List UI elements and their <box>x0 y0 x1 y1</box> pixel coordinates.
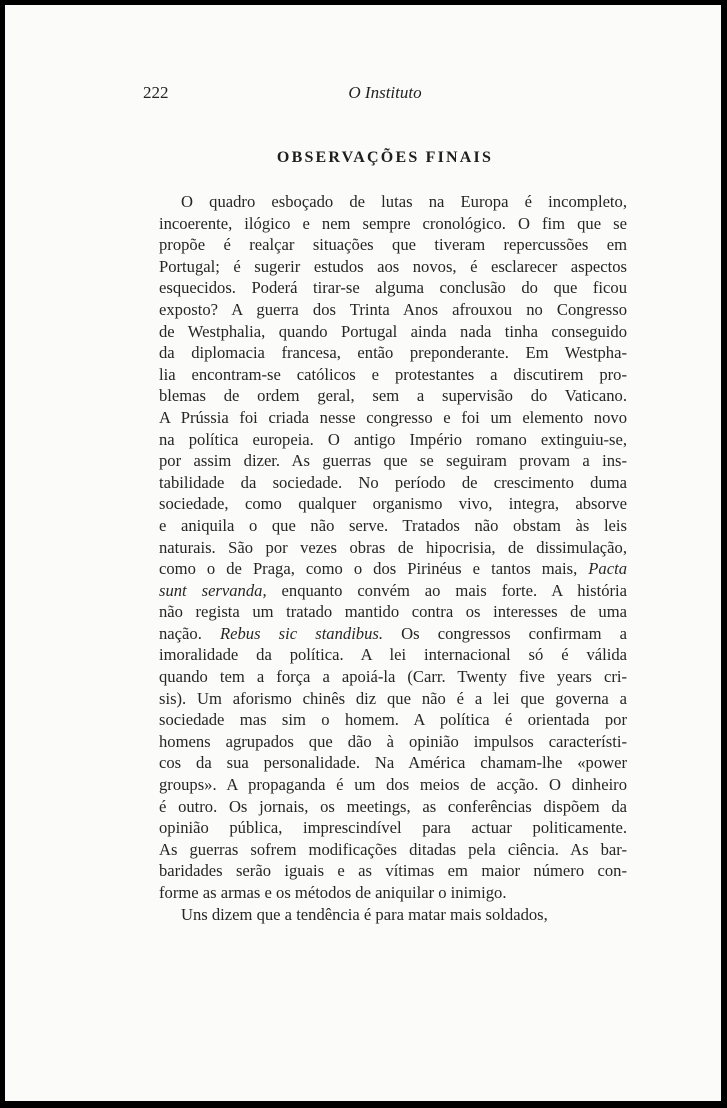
text-line <box>159 321 627 343</box>
text-line <box>159 623 627 645</box>
text-segment: Uns dizem que a tendência é para matar mais soldados, <box>181 904 548 924</box>
text-segment: exposto? A guerra dos Trinta Anos afrouxou no Congresso <box>159 299 627 319</box>
text-line <box>159 860 627 882</box>
text-segment: de Westphalia, quando Portugal ainda nada tinha conseguido <box>159 321 627 341</box>
text-segment: blemas de ordem geral, sem a supervisão do Vaticano. <box>159 386 627 406</box>
text-segment: enquanto convém ao mais forte. A história <box>266 580 627 600</box>
text-segment: quando tem a força a apoiá-la (Carr. Twenty five years cri- <box>159 667 627 687</box>
section-title: OBSERVAÇÕES FINAIS <box>276 149 494 166</box>
text-segment: é outro. Os jornais, os meetings, as conferências dispõem da <box>159 796 627 816</box>
text-line <box>159 644 627 666</box>
text-segment: tabilidade da sociedade. No período de crescimento duma <box>159 472 627 492</box>
paragraph <box>159 904 627 926</box>
text-segment: forme as armas e os métodos de aniquilar o inimigo. <box>159 883 507 902</box>
text-line <box>159 774 627 796</box>
text-segment: baridades serão iguais e as vítimas em maior número con- <box>159 861 627 881</box>
text-segment: sis). Um aforismo chinês diz que não é a lei que governa a <box>159 688 627 708</box>
text-line <box>159 385 627 407</box>
text-line <box>159 256 627 278</box>
text-line <box>159 709 627 731</box>
text-segment: O quadro esboçado de lutas na Europa é incompleto, <box>181 192 627 211</box>
text-line <box>159 472 627 494</box>
text-segment: nação. <box>159 623 220 643</box>
text-line <box>159 342 627 364</box>
text-line <box>159 731 627 753</box>
text-line <box>159 213 627 235</box>
text-segment: A Prússia foi criada nesse congresso e foi um elemento novo <box>159 407 627 427</box>
text-segment: imoralidade da política. A lei internacional só é válida <box>159 645 627 665</box>
text-line <box>159 882 627 904</box>
text-line <box>159 601 627 623</box>
text-segment: sunt servanda, <box>159 580 267 600</box>
text-segment: homens agrupados que dão à opinião impulsos característi- <box>159 731 627 751</box>
text-line <box>159 429 627 451</box>
text-line <box>159 234 627 256</box>
text-line <box>159 537 627 559</box>
text-segment: groups». A propaganda é um dos meios de acção. O dinheiro <box>159 775 627 795</box>
text-segment: e aniquila o que não serve. Tratados não obstam às leis <box>159 515 627 535</box>
text-line <box>159 191 627 213</box>
text-line <box>159 299 627 321</box>
text-line <box>159 407 627 429</box>
text-segment: As guerras sofrem modificações ditadas pela ciência. As bar- <box>159 839 627 859</box>
text-line <box>159 493 627 515</box>
text-segment: lia encontram-se católicos e protestantes a discutirem pro- <box>159 364 627 384</box>
text-line <box>159 817 627 839</box>
text-segment: sociedade, como qualquer organismo vivo, integra, absorve <box>159 494 627 514</box>
page-number: 222 <box>143 83 169 102</box>
paragraph <box>159 191 627 904</box>
text-segment: opinião pública, imprescindível para actuar politicamente. <box>159 818 627 838</box>
text-line <box>159 580 627 602</box>
text-segment: como o de Praga, como o dos Pirinéus e tantos mais, <box>159 559 589 579</box>
text-segment: na política europeia. O antigo Império romano extinguiu-se, <box>159 429 627 449</box>
text-line <box>159 752 627 774</box>
page-header <box>143 83 627 105</box>
text-segment: sociedade mas sim o homem. A política é orientada por <box>159 710 627 730</box>
text-line <box>159 688 627 710</box>
text-line <box>159 666 627 688</box>
text-segment: naturais. São por vezes obras de hipocrisia, de dissimulação, <box>159 537 627 557</box>
text-line <box>159 515 627 537</box>
book-page <box>5 5 721 1101</box>
body-text <box>159 191 627 925</box>
text-segment: esquecidos. Poderá tirar-se alguma conclusão do que ficou <box>159 278 627 298</box>
running-title: O Instituto <box>348 83 422 102</box>
text-line <box>159 364 627 386</box>
text-segment: incoerente, ilógico e nem sempre cronológico. O fim que se <box>159 213 627 233</box>
text-segment: Os congressos confirmam a <box>383 623 627 643</box>
text-line <box>159 796 627 818</box>
text-line <box>159 839 627 861</box>
text-segment: Portugal; é sugerir estudos aos novos, é esclarecer aspectos <box>159 256 627 276</box>
text-line <box>159 450 627 472</box>
text-segment: cos da sua personalidade. Na América chamam-lhe «power <box>159 753 627 773</box>
text-line <box>159 277 627 299</box>
text-line <box>159 904 627 926</box>
text-segment: propõe é realçar situações que tiveram repercussões em <box>159 235 627 255</box>
text-segment: Pacta <box>588 559 627 579</box>
text-line <box>159 558 627 580</box>
text-segment: por assim dizer. As guerras que se seguiram provam a ins- <box>159 451 627 471</box>
text-segment: não regista um tratado mantido contra os interesses de uma <box>159 602 627 622</box>
text-segment: Rebus sic standibus. <box>219 623 384 643</box>
text-segment: da diplomacia francesa, então preponderante. Em Westpha- <box>159 343 627 363</box>
